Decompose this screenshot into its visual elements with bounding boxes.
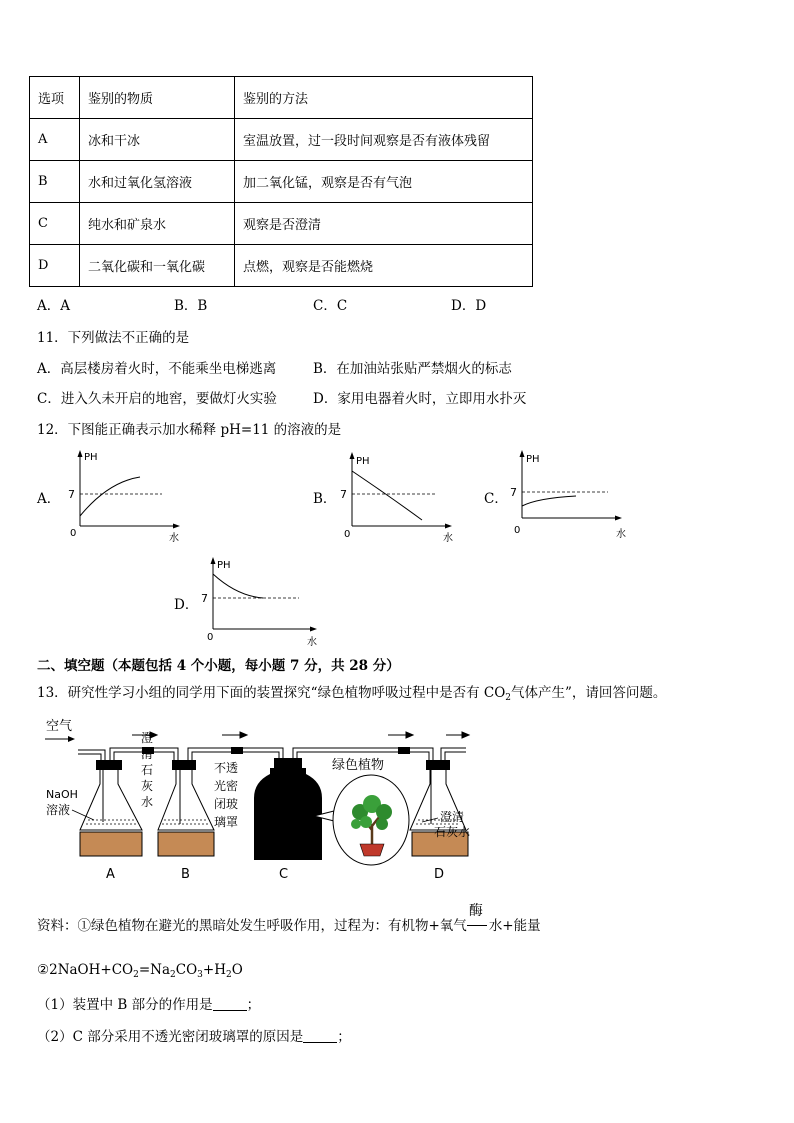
eq-sub: 2 <box>170 970 176 980</box>
q12-option-a-label: A． <box>37 491 61 507</box>
header-cell: 选项 <box>30 77 80 119</box>
ref-label: 7 <box>68 488 75 501</box>
header-cell: 鉴别的方法 <box>235 77 533 119</box>
table-cell: C <box>30 203 80 245</box>
table-cell: 室温放置，过一段时间观察是否有液体残留 <box>235 119 533 161</box>
answer-blank[interactable] <box>213 998 247 1011</box>
label-char: 石 <box>141 763 154 777</box>
x-axis-label: 水 <box>169 533 179 544</box>
q11-option-c: C．进入久未开启的地窖，要做灯火实验 <box>37 391 277 407</box>
eq-part: =Na <box>138 962 171 978</box>
label-b: B <box>181 867 190 882</box>
cover-label <box>214 761 238 829</box>
q10-option-b: B．B <box>174 298 208 314</box>
ref-label: 7 <box>510 486 517 499</box>
table-cell: 加二氧化锰，观察是否有气泡 <box>235 161 533 203</box>
q13-stem-sub: 2 <box>505 693 512 703</box>
q13-sub-2 <box>37 1025 351 1045</box>
q11-option-d: D．家用电器着火时，立即用水扑灭 <box>313 391 527 407</box>
eq-sub: 3 <box>197 970 203 980</box>
q11-stem: 11．下列做法不正确的是 <box>37 330 190 346</box>
origin-label: 0 <box>344 529 351 540</box>
flow-arrows <box>132 732 469 738</box>
label-char: 灰 <box>141 779 154 793</box>
tube-connector <box>398 747 410 754</box>
q11-option-a: A．高层楼房着火时，不能乘坐电梯逃离 <box>37 361 277 377</box>
q10-option-a: A．A <box>37 298 70 314</box>
q13-sub-1 <box>37 993 260 1013</box>
q12-graph-c <box>502 448 632 544</box>
sub-1-post: ； <box>246 997 261 1013</box>
q11-option-b: B．在加油站张贴严禁烟火的标志 <box>313 361 512 377</box>
table-row <box>30 119 533 161</box>
label-line: 璃罩 <box>214 815 239 829</box>
y-axis-label: PH <box>84 452 98 463</box>
table-cell: 点燃，观察是否能燃烧 <box>235 245 533 287</box>
table-cell: 水和过氧化氢溶液 <box>80 161 235 203</box>
limewater-d-label-2: 石灰水 <box>434 825 471 839</box>
origin-label: 0 <box>70 528 77 539</box>
table-row <box>30 203 533 245</box>
q12-stem: 12．下图能正确表示加水稀释 pH=11 的溶液的是 <box>37 422 342 438</box>
plant-label: 绿色植物 <box>332 758 385 773</box>
section-title: 二、填空题（本题包括 4 个小题，每小题 7 分，共 28 分） <box>37 658 400 674</box>
eq-part: ②2NaOH+CO <box>37 962 134 978</box>
x-axis-label: 水 <box>443 533 453 544</box>
material-1-pre: 资料：①绿色植物在避光的黑暗处发生呼吸作用，过程为：有机物+氧气 <box>37 918 467 934</box>
q13-stem <box>37 681 666 703</box>
eq-sub: 2 <box>133 970 139 980</box>
table-cell: 二氧化碳和一氧化碳 <box>80 245 235 287</box>
y-axis-label: PH <box>356 456 370 467</box>
sub-2-post: ； <box>337 1029 351 1045</box>
label-d: D <box>434 867 445 882</box>
table-row <box>30 161 533 203</box>
material-2 <box>37 962 243 980</box>
table-cell: D <box>30 245 80 287</box>
label-c: C <box>279 867 289 882</box>
q12-graph-d <box>193 555 328 651</box>
naoh-label-2: 溶液 <box>46 803 71 817</box>
label-char: 清 <box>141 747 154 761</box>
ref-label: 7 <box>201 592 208 605</box>
q10-option-d: D．D <box>451 298 487 314</box>
label-line: 光密 <box>214 779 239 793</box>
limewater-d-label-1: 澄清 <box>440 810 465 824</box>
flask-a <box>80 760 142 856</box>
material-1 <box>37 903 541 934</box>
label-line: 不透 <box>214 761 239 775</box>
limewater-b-label <box>141 731 153 809</box>
table-cell: B <box>30 161 80 203</box>
y-axis-label: PH <box>217 560 231 571</box>
table-header-row <box>30 77 533 119</box>
origin-label: 0 <box>207 632 214 643</box>
ref-label: 7 <box>340 488 347 501</box>
label-line: 闭玻 <box>214 797 239 811</box>
material-1-post: 水+能量 <box>488 918 541 934</box>
enzyme-label: 酶 <box>468 903 483 919</box>
table-cell: A <box>30 119 80 161</box>
naoh-label-1: NaOH <box>46 788 78 801</box>
y-axis-label: PH <box>526 454 540 465</box>
eq-sub: 2 <box>226 970 232 980</box>
label-char: 澄 <box>141 731 154 745</box>
origin-label: 0 <box>514 525 521 536</box>
label-char: 水 <box>141 795 154 809</box>
air-label: 空气 <box>46 719 73 734</box>
answer-blank[interactable] <box>303 1030 337 1043</box>
x-axis-label: 水 <box>307 637 317 648</box>
eq-part: CO <box>175 962 198 978</box>
table-cell: 冰和干冰 <box>80 119 235 161</box>
sub-2-pre: （2）C 部分采用不透光密闭玻璃罩的原因是 <box>37 1029 304 1045</box>
flask-d <box>410 760 471 856</box>
header-cell: 鉴别的物质 <box>80 77 235 119</box>
table-cell: 观察是否澄清 <box>235 203 533 245</box>
q13-stem-pre: 13．研究性学习小组的同学用下面的装置探究“绿色植物呼吸过程中是否有 CO <box>37 685 506 701</box>
bell-jar-c <box>254 758 322 860</box>
q12-graph-b <box>332 450 462 546</box>
sub-1-pre: （1）装置中 B 部分的作用是 <box>37 997 213 1013</box>
q12-option-c-label: C． <box>484 491 508 507</box>
x-axis-label: 水 <box>616 529 626 540</box>
q13-stem-post: 气体产生”，请回答问题。 <box>511 685 667 701</box>
q12-option-b-label: B． <box>313 491 337 507</box>
eq-part: O <box>231 962 243 978</box>
apparatus-diagram <box>38 712 478 884</box>
table-row <box>30 245 533 287</box>
options-table <box>29 76 533 287</box>
q12-graph-a <box>60 448 190 544</box>
eq-part: +H <box>202 962 226 978</box>
flask-b <box>158 760 214 856</box>
q10-option-c: C．C <box>313 298 348 314</box>
tube-connector <box>231 747 243 754</box>
label-a: A <box>106 867 115 882</box>
table-cell: 纯水和矿泉水 <box>80 203 235 245</box>
q12-option-d-label: D． <box>174 597 199 613</box>
